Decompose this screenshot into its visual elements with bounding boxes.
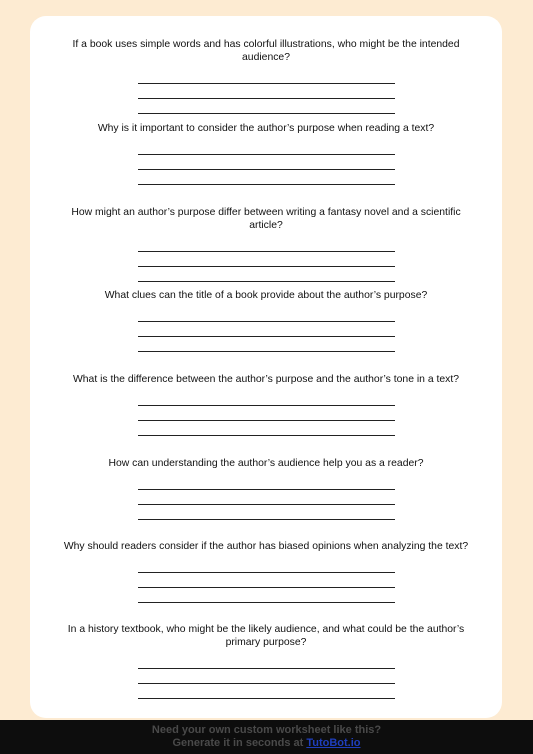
answer-lines xyxy=(138,558,395,603)
answer-line[interactable] xyxy=(138,391,395,406)
answer-line[interactable] xyxy=(138,69,395,84)
answer-line[interactable] xyxy=(138,307,395,322)
question-3 xyxy=(30,206,502,282)
answer-line[interactable] xyxy=(138,252,395,267)
worksheet-page xyxy=(30,16,502,718)
question-text: What clues can the title of a book provide about the author’s purpose? xyxy=(104,290,428,301)
answer-line[interactable] xyxy=(138,669,395,684)
answer-lines xyxy=(138,69,395,114)
answer-lines xyxy=(138,475,395,520)
answer-line[interactable] xyxy=(138,237,395,252)
question-7 xyxy=(30,540,502,603)
answer-line[interactable] xyxy=(138,322,395,337)
question-text: How can understanding the author’s audience help you as a reader? xyxy=(108,458,424,469)
answer-line[interactable] xyxy=(138,505,395,520)
answer-line[interactable] xyxy=(138,84,395,99)
answer-lines xyxy=(138,140,395,185)
question-5 xyxy=(30,373,502,436)
answer-lines xyxy=(138,654,395,699)
answer-line[interactable] xyxy=(138,558,395,573)
answer-line[interactable] xyxy=(138,573,395,588)
question-1 xyxy=(30,38,502,114)
answer-line[interactable] xyxy=(138,170,395,185)
answer-line[interactable] xyxy=(138,267,395,282)
answer-lines xyxy=(138,307,395,352)
promo-footer xyxy=(0,720,533,754)
question-6 xyxy=(30,457,502,520)
answer-line[interactable] xyxy=(138,588,395,603)
question-text: In a history textbook, who might be the likely audience, and what could be the author’s primary purpose? xyxy=(67,624,465,648)
answer-line[interactable] xyxy=(138,421,395,436)
question-8 xyxy=(30,623,502,699)
answer-line[interactable] xyxy=(138,490,395,505)
question-text: If a book uses simple words and has colorful illustrations, who might be the intended audience? xyxy=(72,39,460,63)
footer-line-2 xyxy=(0,737,533,750)
footer-prefix: Generate it in seconds at xyxy=(172,737,307,749)
question-text: How might an author’s purpose differ between writing a fantasy novel and a scientific article? xyxy=(71,207,461,231)
answer-line[interactable] xyxy=(138,475,395,490)
footer-line-1: Need your own custom worksheet like this? xyxy=(151,724,382,736)
question-text: Why is it important to consider the author’s purpose when reading a text? xyxy=(97,123,435,134)
answer-line[interactable] xyxy=(138,406,395,421)
answer-line[interactable] xyxy=(138,99,395,114)
question-text: What is the difference between the author’s purpose and the author’s tone in a text? xyxy=(72,374,460,385)
question-text: Why should readers consider if the author has biased opinions when analyzing the text? xyxy=(63,541,469,552)
answer-line[interactable] xyxy=(138,140,395,155)
answer-line[interactable] xyxy=(138,654,395,669)
answer-lines xyxy=(138,237,395,282)
answer-line[interactable] xyxy=(138,337,395,352)
tutobot-link[interactable]: TutoBot.io xyxy=(306,737,361,749)
answer-line[interactable] xyxy=(138,684,395,699)
question-2 xyxy=(30,122,502,185)
answer-lines xyxy=(138,391,395,436)
answer-line[interactable] xyxy=(138,155,395,170)
question-4 xyxy=(30,289,502,352)
